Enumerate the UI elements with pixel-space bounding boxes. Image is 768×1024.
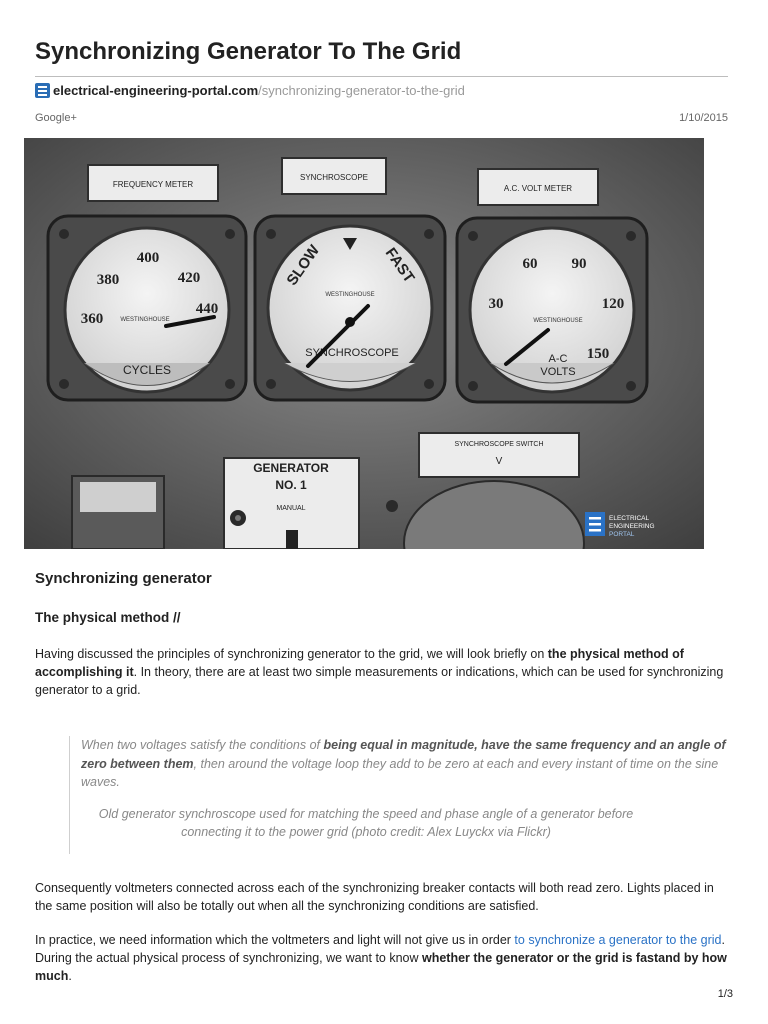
svg-text:NO. 1: NO. 1	[275, 478, 307, 492]
svg-text:WESTINGHOUSE: WESTINGHOUSE	[120, 317, 170, 323]
page-title: Synchronizing Generator To The Grid	[35, 38, 462, 65]
svg-text:60: 60	[522, 256, 538, 272]
svg-text:WESTINGHOUSE: WESTINGHOUSE	[533, 318, 583, 324]
svg-text:A-C: A-C	[548, 353, 568, 365]
svg-text:WESTINGHOUSE: WESTINGHOUSE	[325, 292, 375, 298]
svg-text:VOLTS: VOLTS	[540, 366, 576, 378]
svg-text:420: 420	[177, 270, 201, 286]
paragraph-voltmeters: Consequently voltmeters connected across each of the synchronizing breaker contacts will both read zero. Lights placed in the same position will also be totally out when all the synchronizing conditions are satisfied.	[35, 881, 714, 913]
svg-text:V: V	[495, 456, 503, 467]
source-path[interactable]: /synchronizing-generator-to-the-grid	[258, 83, 465, 98]
paragraph-intro: Having discussed the principles of synchronizing generator to the grid, we will look briefly on the physical method of accomplishing it. In theory, there are at least two simple measurements or indications, which can be used for synchronizing generator to a grid.	[35, 647, 724, 697]
photo-caption: Old generator synchroscope used for matching the speed and phase angle of a generator before connecting it to the power grid (photo credit: Alex Luyckx via Flickr)	[98, 806, 634, 839]
svg-text:360: 360	[80, 311, 104, 327]
title-divider	[35, 76, 728, 77]
source-url[interactable]	[35, 83, 465, 98]
svg-text:30: 30	[488, 296, 504, 312]
paragraph-practice: In practice, we need information which the voltmeters and light will not give us in order to synchronize a generator to the grid. During the actual physical process of synchronizing, we want to know whether the generator or the grid is fastand by how much.	[35, 933, 727, 983]
quote-text: When two voltages satisfy the conditions of being equal in magnitude, have the same frequency and an angle of zero between them, then around the voltage loop they add to be zero at each and every instant of time on the sine waves.	[81, 738, 726, 789]
svg-text:SLOW: SLOW	[283, 242, 324, 289]
svg-text:400: 400	[136, 250, 160, 266]
svg-text:380: 380	[96, 272, 120, 288]
section-heading: Synchronizing generator	[35, 570, 212, 587]
synchroscope-plate: SYNCHROSCOPE	[299, 173, 369, 182]
svg-text:90: 90	[571, 256, 587, 272]
sync-generator-link[interactable]: to synchronize a generator to the grid	[514, 933, 722, 947]
ac-volt-meter-plate: A.C. VOLT METER	[503, 184, 573, 193]
publish-date: 1/10/2015	[679, 112, 728, 124]
source-domain[interactable]: electrical-engineering-portal.com	[53, 83, 259, 98]
frequency-meter-plate: FREQUENCY METER	[112, 180, 194, 189]
svg-text:440: 440	[195, 301, 219, 317]
svg-text:SYNCHROSCOPE SWITCH: SYNCHROSCOPE SWITCH	[454, 441, 544, 448]
svg-text:MANUAL: MANUAL	[276, 505, 306, 512]
svg-text:FAST: FAST	[381, 244, 418, 286]
svg-text:CYCLES: CYCLES	[122, 363, 172, 377]
document-icon	[35, 83, 50, 98]
share-label[interactable]: Google+	[35, 112, 77, 124]
svg-text:120: 120	[601, 296, 625, 312]
svg-text:ENGINEERING: ENGINEERING	[609, 523, 655, 530]
svg-text:SYNCHROSCOPE: SYNCHROSCOPE	[305, 347, 399, 359]
svg-text:150: 150	[586, 346, 610, 362]
synchroscope-panel-photo	[24, 138, 704, 549]
subheading: The physical method //	[35, 610, 181, 625]
page-number: 1/3	[717, 988, 733, 1000]
blockquote	[69, 736, 731, 854]
svg-text:GENERATOR: GENERATOR	[253, 461, 329, 475]
svg-text:ELECTRICAL: ELECTRICAL	[609, 515, 650, 522]
svg-text:PORTAL: PORTAL	[609, 531, 635, 538]
